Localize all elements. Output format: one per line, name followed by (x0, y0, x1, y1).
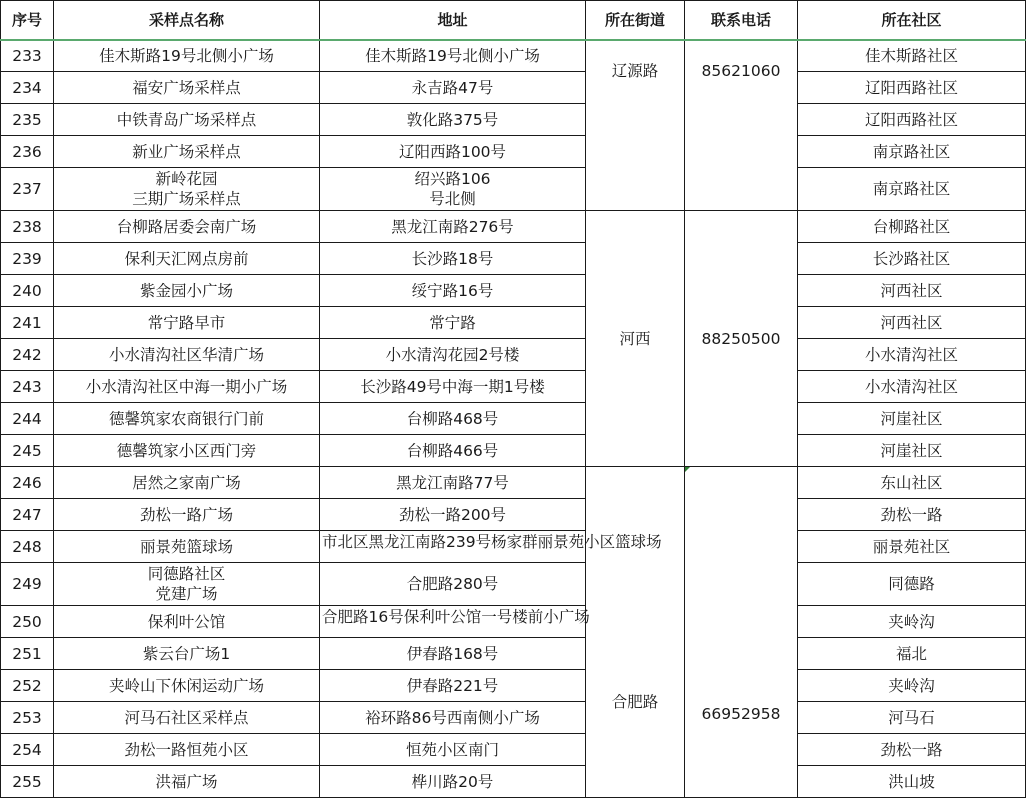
table-row (1, 702, 1026, 734)
header-row (1, 1, 1026, 40)
cell-phone[interactable] (685, 467, 798, 798)
cell-site-name[interactable]: 河马石社区采样点 (54, 702, 320, 734)
cell-no[interactable]: 255 (1, 766, 54, 798)
cell-no[interactable]: 253 (1, 702, 54, 734)
table-row (1, 766, 1026, 798)
cell-site-name[interactable]: 紫金园小广场 (54, 275, 320, 307)
cell-community[interactable]: 河崖社区 (798, 403, 1026, 435)
cell-no[interactable]: 249 (1, 563, 54, 606)
cell-address[interactable]: 佳木斯路19号北侧小广场 (320, 40, 586, 72)
header-no[interactable]: 序号 (1, 1, 54, 40)
cell-community[interactable]: 辽阳西路社区 (798, 72, 1026, 104)
cell-address[interactable]: 绥宁路16号 (320, 275, 586, 307)
cell-address[interactable]: 黑龙江南路276号 (320, 211, 586, 243)
cell-site-name[interactable] (54, 168, 320, 211)
cell-address[interactable]: 伊春路221号 (320, 670, 586, 702)
cell-site-name[interactable] (54, 563, 320, 606)
cell-community[interactable]: 劲松一路 (798, 734, 1026, 766)
cell-site-name[interactable]: 夹岭山下休闲运动广场 (54, 670, 320, 702)
cell-no[interactable]: 246 (1, 467, 54, 499)
cell-community[interactable]: 小水清沟社区 (798, 339, 1026, 371)
cell-community[interactable]: 夹岭沟 (798, 606, 1026, 638)
cell-community[interactable]: 夹岭沟 (798, 670, 1026, 702)
cell-address[interactable]: 敦化路375号 (320, 104, 586, 136)
cell-no[interactable]: 238 (1, 211, 54, 243)
cell-site-name[interactable]: 佳木斯路19号北侧小广场 (54, 40, 320, 72)
address-text: 合肥路16号保利叶公馆一号楼前小广场 (322, 608, 590, 626)
cell-community[interactable]: 南京路社区 (798, 136, 1026, 168)
table-row (1, 606, 1026, 638)
cell-site-name[interactable]: 居然之家南广场 (54, 467, 320, 499)
header-community[interactable]: 所在社区 (798, 1, 1026, 40)
address-line: 号北侧 (429, 190, 476, 208)
cell-community[interactable]: 辽阳西路社区 (798, 104, 1026, 136)
cell-address[interactable]: 劲松一路200号 (320, 499, 586, 531)
table-row (1, 499, 1026, 531)
cell-community[interactable]: 南京路社区 (798, 168, 1026, 211)
cell-no[interactable]: 239 (1, 243, 54, 275)
table-row (1, 734, 1026, 766)
cell-phone[interactable] (685, 211, 798, 467)
table-row (1, 168, 1026, 211)
cell-no[interactable]: 245 (1, 435, 54, 467)
cell-address[interactable]: 长沙路18号 (320, 243, 586, 275)
cell-no[interactable]: 235 (1, 104, 54, 136)
street-text: 辽源路 (611, 62, 659, 81)
phone-text: 88250500 (701, 329, 781, 348)
cell-address[interactable]: 长沙路49号中海一期1号楼 (320, 371, 586, 403)
table-row (1, 104, 1026, 136)
cell-no[interactable]: 234 (1, 72, 54, 104)
cell-address[interactable] (320, 606, 590, 638)
cell-no[interactable]: 233 (1, 40, 54, 72)
cell-address[interactable]: 永吉路47号 (320, 72, 586, 104)
cell-address[interactable]: 黑龙江南路77号 (320, 467, 586, 499)
cell-site-name[interactable]: 劲松一路广场 (54, 499, 320, 531)
cell-community[interactable]: 长沙路社区 (798, 243, 1026, 275)
cell-no[interactable]: 244 (1, 403, 54, 435)
cell-no[interactable]: 242 (1, 339, 54, 371)
cell-site-name[interactable]: 新业广场采样点 (54, 136, 320, 168)
cell-community[interactable]: 东山社区 (798, 467, 1026, 499)
header-street[interactable]: 所在街道 (586, 1, 685, 40)
cell-no[interactable]: 247 (1, 499, 54, 531)
cell-address[interactable]: 合肥路280号 (320, 563, 586, 606)
table-row (1, 563, 1026, 606)
cell-address[interactable]: 恒苑小区南门 (320, 734, 586, 766)
cell-community[interactable]: 台柳路社区 (798, 211, 1026, 243)
cell-community[interactable]: 同德路 (798, 563, 1026, 606)
table-row (1, 72, 1026, 104)
cell-no[interactable]: 237 (1, 168, 54, 211)
header-phone[interactable]: 联系电话 (685, 1, 798, 40)
cell-address[interactable]: 桦川路20号 (320, 766, 586, 798)
cell-address[interactable]: 常宁路 (320, 307, 586, 339)
cell-site-name[interactable]: 常宁路早市 (54, 307, 320, 339)
site-line: 同德路社区 (147, 565, 226, 583)
cell-community[interactable]: 劲松一路 (798, 499, 1026, 531)
cell-no[interactable]: 236 (1, 136, 54, 168)
table-row (1, 211, 1026, 243)
cell-address[interactable]: 伊春路168号 (320, 638, 586, 670)
table-row (1, 339, 1026, 371)
cell-address[interactable]: 台柳路466号 (320, 435, 586, 467)
cell-community[interactable]: 小水清沟社区 (798, 371, 1026, 403)
street-text: 河西 (619, 329, 651, 348)
cell-address[interactable]: 辽阳西路100号 (320, 136, 586, 168)
cell-site-name[interactable]: 台柳路居委会南广场 (54, 211, 320, 243)
cell-site-name[interactable]: 洪福广场 (54, 766, 320, 798)
cell-no[interactable]: 243 (1, 371, 54, 403)
cell-no[interactable]: 250 (1, 606, 54, 638)
cell-address[interactable] (320, 531, 662, 563)
cell-site-name[interactable]: 德馨筑家小区西门旁 (54, 435, 320, 467)
table-row (1, 275, 1026, 307)
cell-community[interactable]: 洪山坡 (798, 766, 1026, 798)
phone-text: 66952958 (701, 705, 781, 723)
table-row (1, 136, 1026, 168)
table-row (1, 467, 1026, 499)
cell-site-name[interactable]: 保利叶公馆 (54, 606, 320, 638)
cell-address[interactable]: 小水清沟花园2号楼 (320, 339, 586, 371)
table-row (1, 371, 1026, 403)
address-line: 绍兴路106 (414, 170, 491, 188)
cell-no[interactable]: 251 (1, 638, 54, 670)
cell-address[interactable]: 裕环路86号西南侧小广场 (320, 702, 586, 734)
header-site-name[interactable]: 采样点名称 (54, 1, 320, 40)
header-address[interactable]: 地址 (320, 1, 586, 40)
table-row (1, 435, 1026, 467)
table-row (1, 670, 1026, 702)
cell-street[interactable] (586, 211, 685, 467)
cell-community[interactable]: 福北 (798, 638, 1026, 670)
site-line: 新岭花园 (155, 170, 218, 188)
cell-community[interactable]: 河西社区 (798, 275, 1026, 307)
cell-site-name[interactable]: 德馨筑家农商银行门前 (54, 403, 320, 435)
cell-site-name[interactable]: 劲松一路恒苑小区 (54, 734, 320, 766)
cell-address[interactable] (320, 168, 586, 211)
table-row (1, 243, 1026, 275)
table-row (1, 40, 1026, 72)
cell-address[interactable]: 台柳路468号 (320, 403, 586, 435)
table-row (1, 307, 1026, 339)
cell-phone[interactable] (685, 40, 798, 211)
cell-street[interactable] (586, 40, 685, 211)
cell-site-name[interactable]: 丽景苑篮球场 (54, 531, 320, 563)
cell-street[interactable] (586, 467, 685, 798)
table-row (1, 531, 1026, 563)
cell-no[interactable]: 240 (1, 275, 54, 307)
cell-no[interactable]: 248 (1, 531, 54, 563)
cell-community[interactable]: 河崖社区 (798, 435, 1026, 467)
site-line: 党建广场 (155, 585, 218, 603)
cell-site-name[interactable]: 紫云台广场1 (54, 638, 320, 670)
address-text: 市北区黑龙江南路239号杨家群丽景苑小区篮球场 (322, 533, 662, 551)
cell-site-name[interactable]: 中铁青岛广场采样点 (54, 104, 320, 136)
cell-community[interactable]: 佳木斯路社区 (798, 40, 1026, 72)
cell-community[interactable]: 河西社区 (798, 307, 1026, 339)
cell-community[interactable]: 丽景苑社区 (798, 531, 1026, 563)
cell-site-name[interactable]: 小水清沟社区中海一期小广场 (54, 371, 320, 403)
cell-site-name[interactable]: 福安广场采样点 (54, 72, 320, 104)
cell-site-name[interactable]: 小水清沟社区华清广场 (54, 339, 320, 371)
site-line: 三期广场采样点 (132, 190, 241, 208)
cell-no[interactable]: 252 (1, 670, 54, 702)
cell-no[interactable]: 241 (1, 307, 54, 339)
phone-text: 85621060 (701, 62, 781, 81)
table-row (1, 638, 1026, 670)
cell-community[interactable]: 河马石 (798, 702, 1026, 734)
table-row (1, 403, 1026, 435)
street-text: 合肥路 (611, 693, 659, 711)
cell-site-name[interactable]: 保利天汇网点房前 (54, 243, 320, 275)
cell-no[interactable]: 254 (1, 734, 54, 766)
